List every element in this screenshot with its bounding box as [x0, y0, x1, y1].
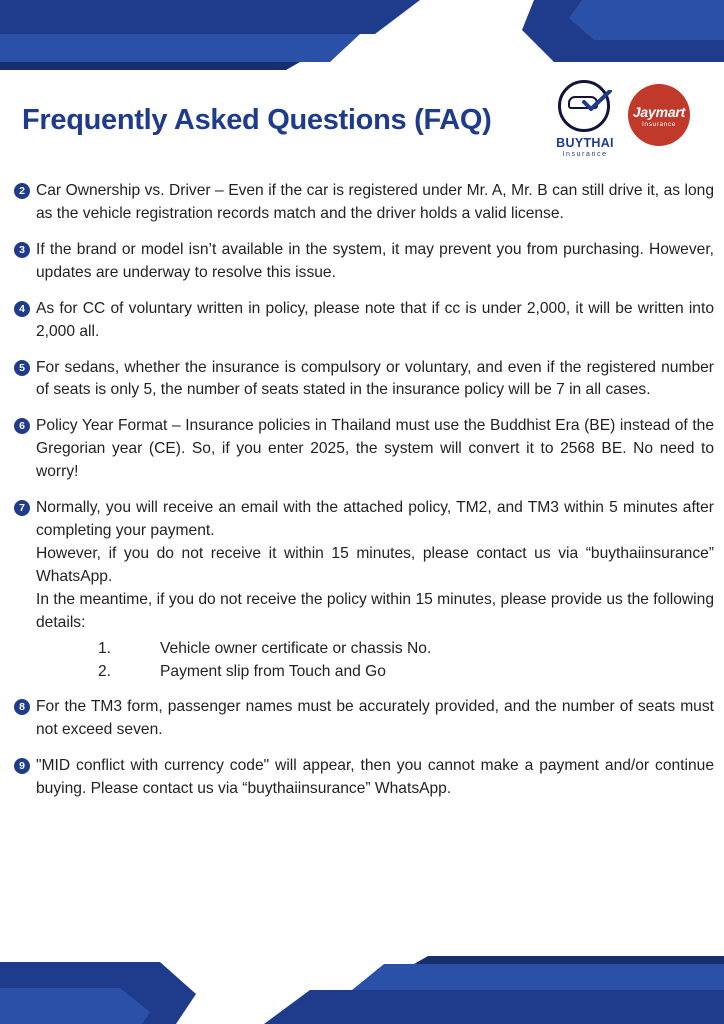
decorative-ribbon-bottom-right [264, 956, 724, 1024]
faq-item-number: 6 [14, 418, 30, 434]
faq-item-number: 5 [14, 360, 30, 376]
faq-item-text: Car Ownership vs. Driver – Even if the car is registered under Mr. A, Mr. B can still drive it, as long as the vehicle registration records match and the driver holds a valid license. [36, 182, 714, 222]
faq-item [14, 357, 714, 403]
faq-item-text: For sedans, whether the insurance is compulsory or voluntary, and even if the registered number of seats is only 5, the number of seats stated in the insurance policy will be 7 in all cases. [36, 358, 714, 399]
document-header [0, 96, 724, 186]
faq-item-text: "MID conflict with currency code" will appear, then you cannot make a payment and/or continue buying. Please contact us via “buythaiinsurance” WhatsApp. [36, 757, 714, 798]
faq-item-number: 4 [14, 301, 30, 317]
faq-item [14, 696, 714, 742]
faq-list [14, 180, 714, 814]
faq-item-number: 2 [14, 183, 30, 199]
faq-item [14, 415, 714, 484]
list-item [36, 637, 714, 660]
list-item-label: Payment slip from Touch and Go [160, 663, 386, 681]
faq-item-text: However, if you do not receive it within 15 minutes, please contact us via “buythaiinsurance” WhatsApp. [36, 544, 714, 585]
faq-item-text: In the meantime, if you do not receive the policy within 15 minutes, please provide us the following details: [36, 590, 714, 631]
faq-item-text: As for CC of voluntary written in policy, please note that if cc is under 2,000, it will be written into 2,000 all. [36, 299, 714, 340]
faq-item-number: 7 [14, 500, 30, 516]
faq-item [14, 298, 714, 344]
buythai-logo [540, 78, 630, 170]
jaymart-logo-name: Jaymart [632, 104, 686, 120]
buythai-logo-subtitle: Insurance [562, 150, 608, 158]
list-item-number: 1. [98, 639, 112, 657]
faq-item-number: 9 [14, 758, 30, 774]
faq-sub-list [36, 637, 714, 684]
list-item-label: Vehicle owner certificate or chassis No. [160, 639, 432, 657]
faq-item-text: If the brand or model isn’t available in the system, it may prevent you from purchasing. However, updates are underway to resolve this issue. [36, 240, 714, 281]
faq-item [14, 755, 714, 801]
page-title: Frequently Asked Questions (FAQ) [22, 104, 492, 136]
faq-item [14, 239, 714, 285]
faq-item-number: 3 [14, 242, 30, 258]
decorative-ribbon-top-right [404, 0, 724, 62]
faq-item-text: Normally, you will receive an email with the attached policy, TM2, and TM3 within 5 minutes after completing your payment. [36, 499, 714, 540]
check-mark-icon [582, 90, 612, 112]
jaymart-logo [628, 84, 690, 146]
faq-item [14, 497, 714, 683]
faq-item-text: For the TM3 form, passenger names must be accurately provided, and the number of seats must not exceed seven. [36, 698, 714, 739]
list-item [36, 660, 714, 683]
jaymart-logo-subtitle: Insurance [642, 121, 676, 128]
faq-item-text: Policy Year Format – Insurance policies in Thailand must use the Buddhist Era (BE) instead of the Gregorian year (CE). So, if you enter 2025, the system will convert it to 2568 BE. No need to worry! [36, 417, 714, 481]
buythai-logo-name: BUYTHAI [556, 136, 614, 150]
list-item-number: 2. [98, 663, 112, 681]
faq-item [14, 180, 714, 226]
decorative-ribbon-top-left [0, 0, 420, 70]
car-check-circle-icon [552, 78, 618, 136]
decorative-ribbon-bottom-left [0, 954, 300, 1024]
faq-item-number: 8 [14, 699, 30, 715]
